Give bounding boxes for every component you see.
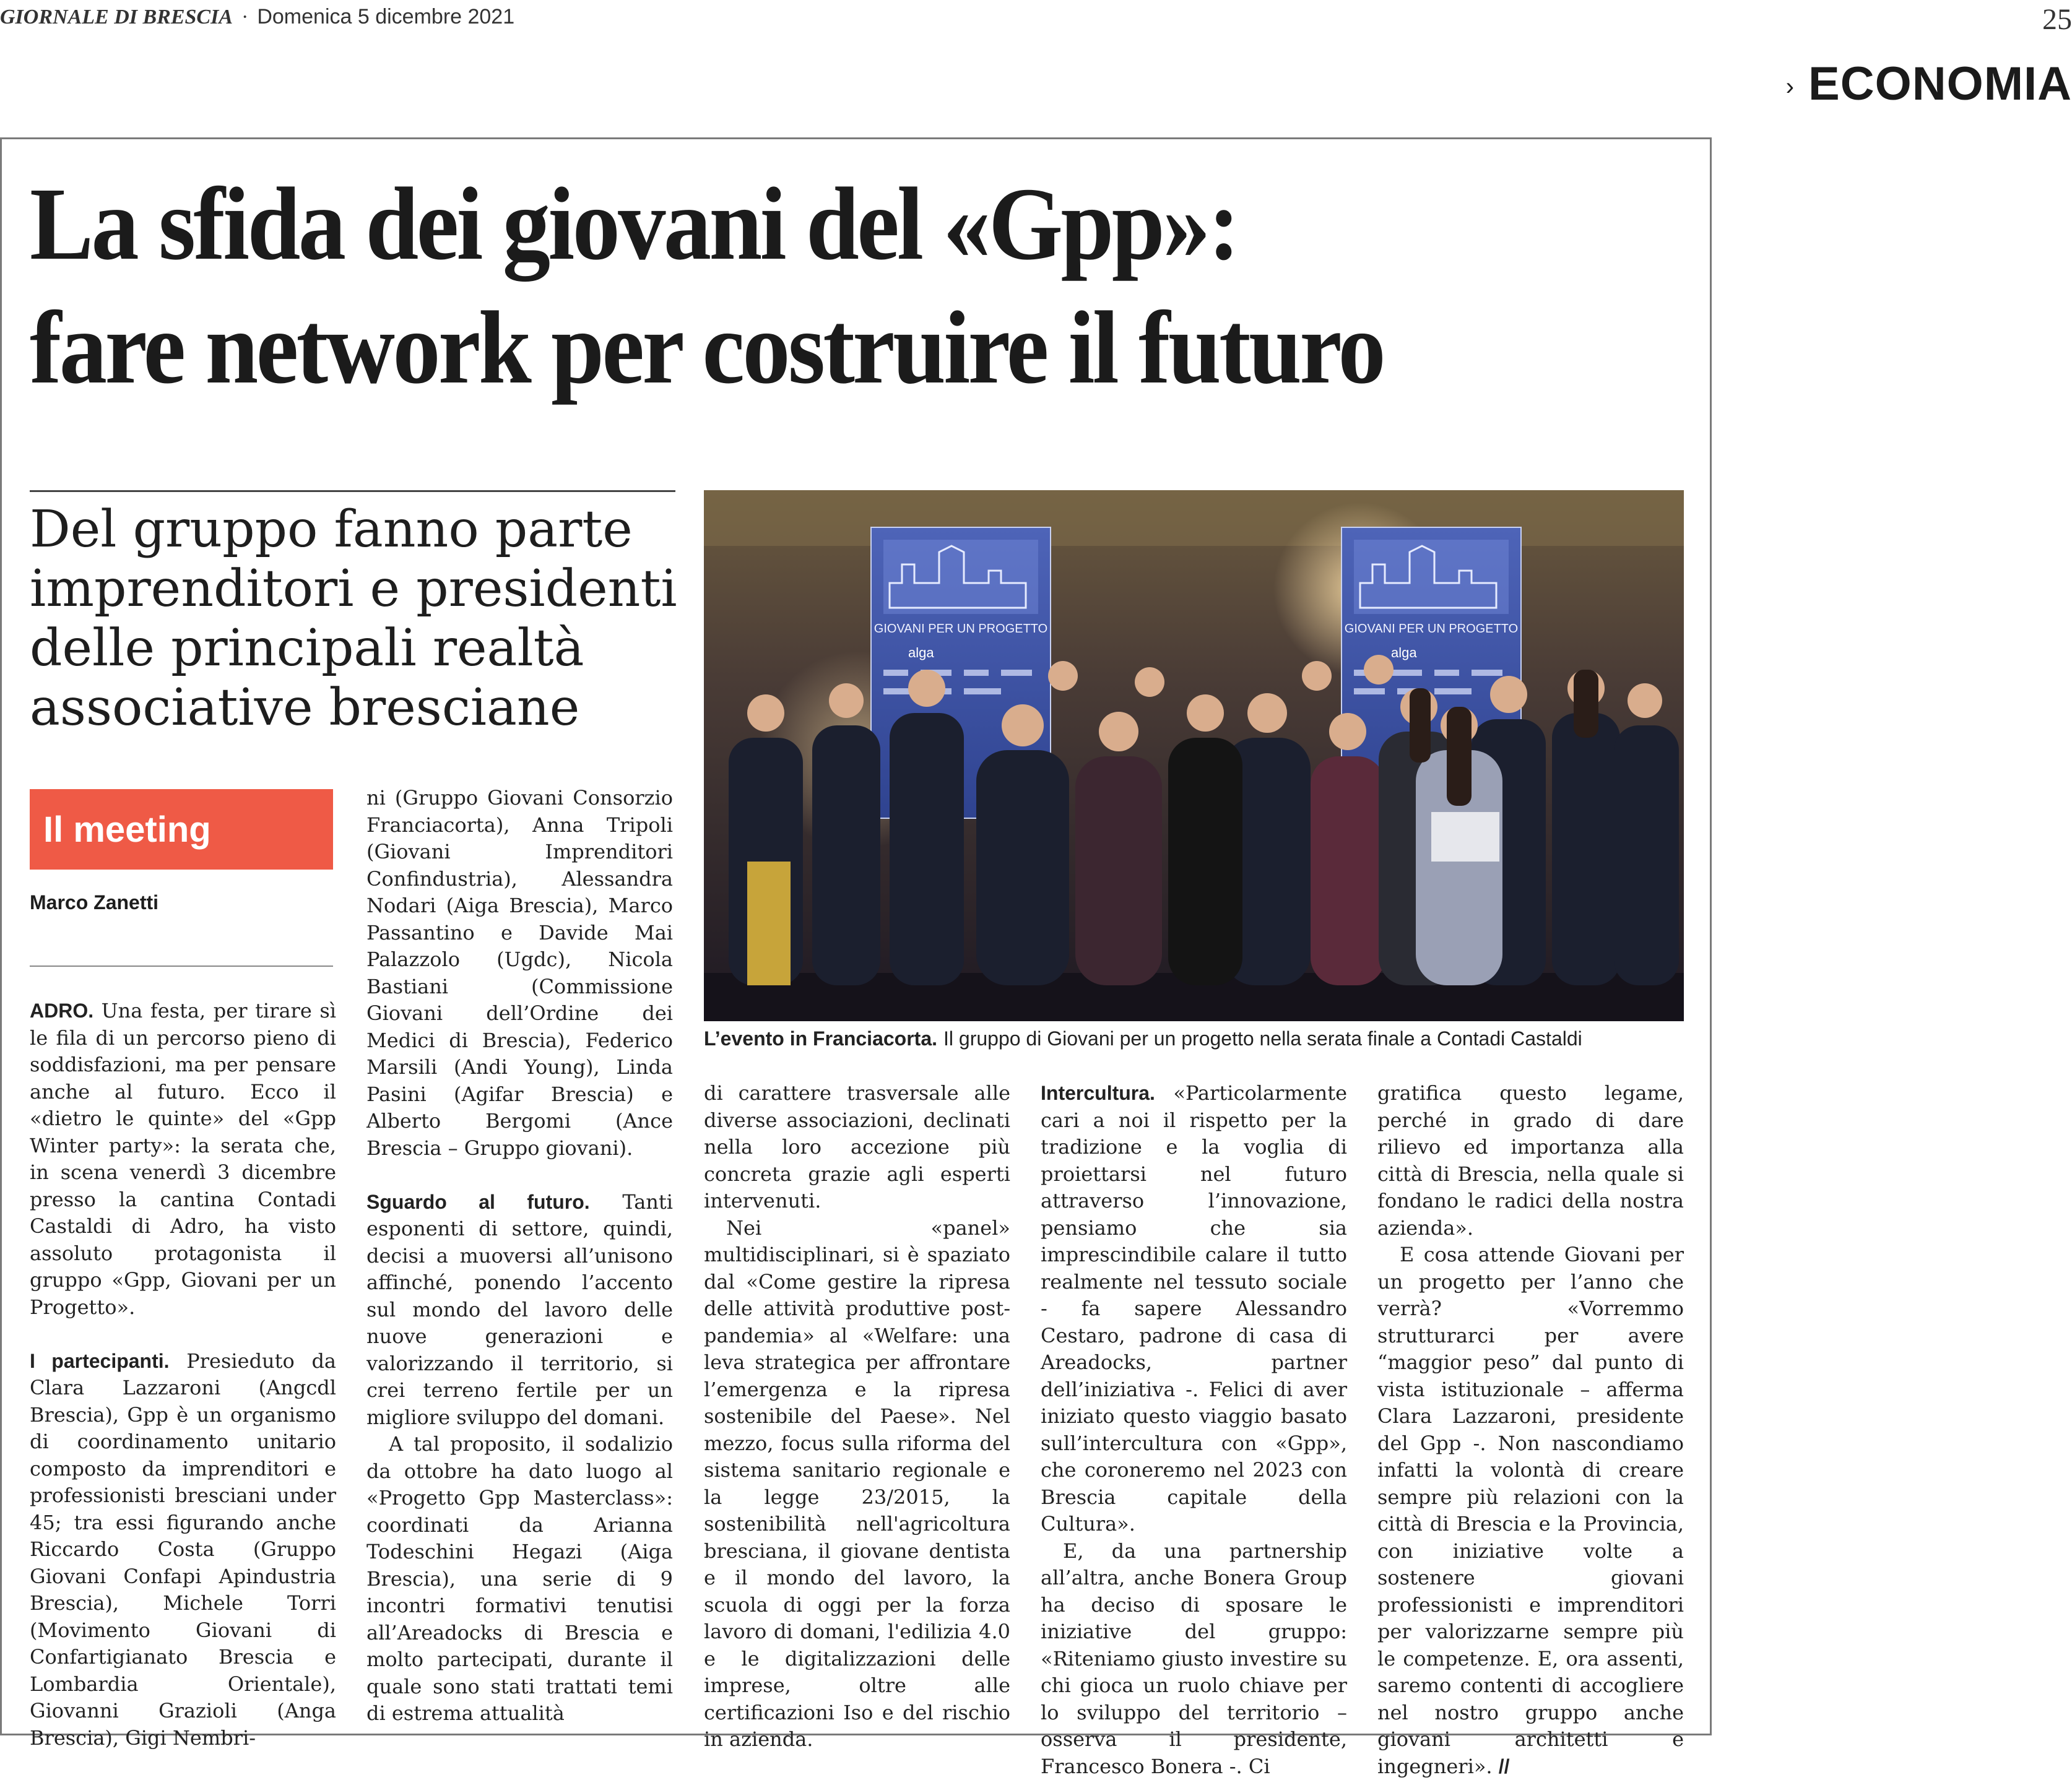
paragraph-text: Tanti esponenti di settore, quindi, decisi a muoversi all’unisono affinché, ponendo l’accento sul mondo del lavoro delle nuove generazioni e valorizzando il territorio, si crei terreno fertile per un migliore sviluppo del domani. [366, 1190, 673, 1429]
headline-line-2: fare network per costruire il futuro [30, 286, 1545, 410]
page-number: 25 [2042, 2, 2072, 37]
kicker-badge: Il meeting [30, 789, 333, 870]
subheadline [30, 500, 686, 738]
paragraph-lead: Sguardo al futuro. [366, 1191, 590, 1213]
group-photo-illustration [704, 490, 1684, 1021]
section-name: ECONOMIA [1808, 58, 2072, 110]
paragraph-lead: I partecipanti. [30, 1350, 170, 1372]
paragraph: Nei «panel» multidisciplinari, si è spaziato dal «Come gestire la ripresa delle attività produttive post-pandemia» al «Welfare: una leva strategica per affrontare l’emergenza e la ripresa sostenibile del Paese». Nel mezzo, focus sulla riforma del sistema sanitario regionale e la legge 23/2015, la sostenibilità nell'agricoltura bresciana, il giovane dentista e il mondo del lavoro, la scuola di oggi per la forza lavoro di domani, l'edilizia 4.0 e le digitalizzazioni delle imprese, oltre alle certificazioni Iso e del rischio in azienda. [704, 1215, 1010, 1753]
paragraph-text: E cosa attende Giovani per un progetto per l’anno che verrà? «Vorremmo strutturarci per avere “maggior peso” dal punto di vista istituzionale – afferma Clara Lazzaroni, presidente del Gpp -. Non nascondiamo infatti la volontà di creare sempre più relazioni con la città di Brescia e la Provincia, con iniziative volte a sostenere giovani professionisti e imprenditori per valorizzarne sempre più le competenze. E, ora assenti, saremo contenti di accogliere nel nostro gruppo anche giovani architetti e ingegneri». [1377, 1243, 1684, 1778]
subhead-divider [30, 490, 675, 492]
caption-text: Il gruppo di Giovani per un progetto nella serata finale a Contadi Castaldi [943, 1027, 1582, 1050]
paragraph: ni (Gruppo Giovani Consorzio Franciacorta), Anna Tripoli (Giovani Imprenditori Confindustria), Alessandra Nodari (Aiga Brescia), Marco Passantino e Davide Mai Palazzolo (Ugdc), Nicola Bastiani (Commissione Giovani dell’Ordine dei Medici di Brescia), Federico Marsili (Andi Young), Linda Pasini (Agifar Brescia) e Alberto Bergomi (Ance Brescia – Gruppo giovani). [366, 785, 673, 1162]
body-column-3 [704, 1080, 1010, 1753]
headline-line-1: La sfida dei giovani del «Gpp»: [30, 162, 1545, 286]
paragraph [30, 1348, 336, 1752]
paragraph-lead: ADRO. [30, 1000, 93, 1022]
body-column-1 [30, 998, 336, 1752]
masthead [0, 5, 514, 42]
masthead-separator: · [241, 6, 248, 28]
caption-lead: L’evento in Franciacorta. [704, 1027, 937, 1050]
paragraph: di carattere trasversale alle diverse associazioni, declinati nella loro accezione più concreta grazie agli esperti intervenuti. [704, 1080, 1010, 1215]
subhead-line-3: delle principali realtà [30, 619, 686, 678]
paragraph [30, 998, 336, 1321]
headline [30, 162, 1545, 410]
paragraph: A tal proposito, il sodalizio da ottobre ha dato luogo al «Progetto Gpp Masterclass»: coordinati da Arianna Todeschini Hegazi (Aiga Brescia), una serie di 9 incontri formativi tenutisi all’Areadocks di Brescia e molto partecipati, durante il quale sono stati trattati temi di estrema attualità [366, 1431, 673, 1727]
event-photo [704, 490, 1684, 1021]
paragraph: gratifica questo legame, perché in grado di dare rilievo ed importanza alla città di Brescia, nella quale si fondano le radici della nostra azienda». [1377, 1080, 1684, 1242]
author-byline: Marco Zanetti [30, 891, 158, 914]
subhead-line-2: imprenditori e presidenti [30, 559, 686, 619]
photo-caption [704, 1027, 1684, 1050]
paragraph [1377, 1242, 1684, 1780]
section-chevron-icon: › [1786, 73, 1795, 100]
end-mark: // [1499, 1755, 1510, 1778]
paragraph-lead: Intercultura. [1041, 1082, 1155, 1104]
paragraph-text: Presieduto da Clara Lazzaroni (Angcdl Brescia), Gpp è un organismo di coordinamento unitario composto da imprenditori e professionisti bresciani under 45; tra essi figurando anche Riccardo Costa (Gruppo Giovani Confapi Apindustria Brescia), Michele Torri (Movimento Giovani di Confartigianato Brescia e Lombardia Orientale), Giovanni Grazioli (Anga Brescia), Gigi Nembri- [30, 1349, 336, 1750]
sponsor-logo-left: alga [908, 645, 934, 660]
paragraph [1041, 1080, 1347, 1538]
section-label [1786, 57, 2072, 111]
newspaper-name: GIORNALE DI BRESCIA [0, 6, 233, 28]
banner-text-left: GIOVANI PER UN PROGETTO [874, 622, 1047, 636]
byline-divider [30, 966, 333, 967]
banner-text-right: GIOVANI PER UN PROGETTO [1345, 622, 1518, 636]
issue-date: Domenica 5 dicembre 2021 [257, 5, 514, 28]
body-column-4 [1041, 1080, 1347, 1780]
subhead-line-4: associative bresciane [30, 678, 686, 738]
subhead-line-1: Del gruppo fanno parte [30, 500, 686, 559]
body-column-5 [1377, 1080, 1684, 1780]
paragraph-text: Una festa, per tirare sì le fila di un percorso pieno di soddisfazioni, ma per pensare anche al futuro. Ecco il «dietro le quinte» del «Gpp Winter party»: la serata che, in scena venerdì 3 dicembre presso la cantina Contadi Castaldi di Adro, ha visto assoluto protagonista il gruppo «Gpp, Giovani per un Progetto». [30, 999, 336, 1319]
paragraph: E, da una partnership all’altra, anche Bonera Group ha deciso di sposare le iniziative del gruppo: «Riteniamo giusto investire su chi gioca un ruolo chiave per lo sviluppo del territorio – osserva il presidente, Francesco Bonera -. Ci [1041, 1538, 1347, 1780]
paragraph-text: «Particolarmente cari a noi il rispetto per la tradizione e la voglia di proiettarsi nel futuro attraverso l’innovazione, pensiamo che sia imprescindibile calare il tutto realmente nel tessuto sociale - fa sapere Alessandro Cestaro, padrone di casa di Areadocks, partner dell’iniziativa -. Felici di aver iniziato questo viaggio basato sull’intercultura con «Gpp», che coroneremo nel 2023 con Brescia capitale della Cultura». [1041, 1081, 1347, 1536]
sponsor-logo-right: alga [1391, 645, 1417, 660]
body-column-2 [366, 785, 673, 1727]
paragraph [366, 1189, 673, 1432]
